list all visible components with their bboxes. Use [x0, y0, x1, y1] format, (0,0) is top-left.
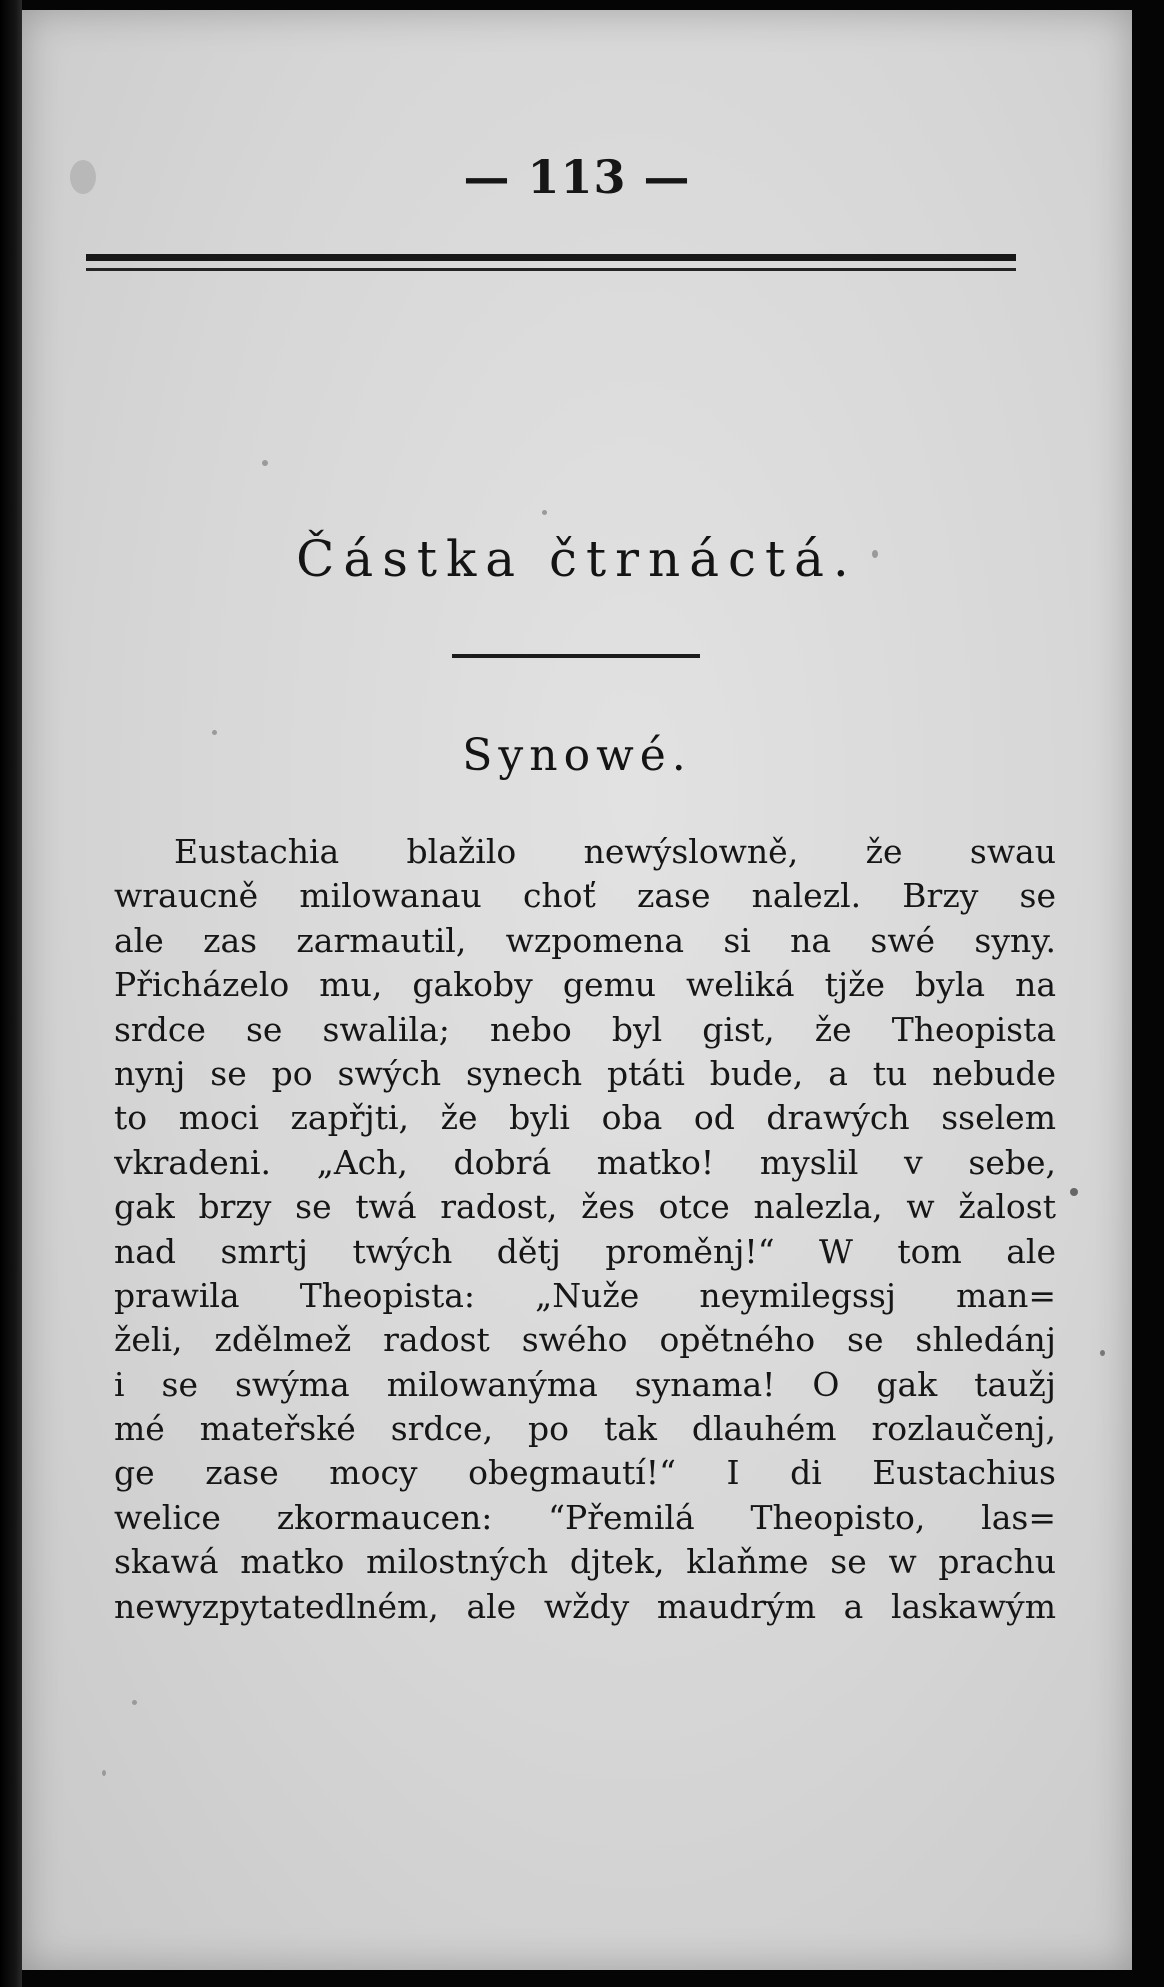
- paper-speck: [102, 1770, 106, 1776]
- text-line: gak brzy se twá radost, žes otce nalezla, w žalost: [114, 1187, 1056, 1227]
- section-title: Synowé.: [462, 730, 692, 781]
- text-line: ge zase mocy obegmautí!“ I di Eustachius: [114, 1453, 1056, 1493]
- text-line: srdce se swalila; nebo byl gist, že Theopista: [114, 1009, 1056, 1049]
- chapter-divider: [452, 654, 700, 658]
- text-line: mé mateřské srdce, po tak dlauhém rozlaučenj,: [114, 1409, 1056, 1449]
- header-rule-thick: [86, 254, 1016, 261]
- paper-speck: [1100, 1350, 1105, 1356]
- text-line: želi, zdělmež radost swého opětného se shledánj: [114, 1320, 1056, 1360]
- header-rule-thin: [86, 268, 1016, 271]
- paper-speck: [542, 510, 547, 515]
- text-line: to moci zapřjti, že byli oba od drawých sselem: [114, 1098, 1056, 1138]
- text-line: Eustachia blažilo newýslowně, že swau: [174, 832, 1056, 871]
- text-line: newyzpytatedlném, ale wždy maudrým a laskawým: [114, 1586, 1056, 1626]
- paper-speck: [262, 460, 268, 466]
- text-line: Přicházelo mu, gakoby gemu weliká tjže byla na: [114, 965, 1056, 1005]
- paper-speck: [872, 550, 878, 558]
- book-page: [22, 10, 1132, 1970]
- text-line: ale zas zarmautil, wzpomena si na swé syny.: [114, 920, 1056, 960]
- text-line: prawila Theopista: „Nuže neymilegssj man=: [114, 1275, 1056, 1315]
- paper-speck: [70, 160, 96, 194]
- text-line: wraucně milowanau choť zase nalezl. Brzy se: [114, 876, 1056, 916]
- text-line: skawá matko milostných djtek, klaňme se w prachu: [114, 1542, 1056, 1582]
- text-line: nynj se po swých synech ptáti bude, a tu nebude: [114, 1053, 1056, 1093]
- body-text: [114, 830, 1056, 1629]
- paper-speck: [132, 1700, 137, 1705]
- text-line: vkradeni. „Ach, dobrá matko! myslil v sebe,: [114, 1142, 1056, 1182]
- chapter-title: Částka čtrnáctá.: [296, 530, 858, 588]
- text-line: i se swýma milowanýma synama! O gak taužj: [114, 1364, 1056, 1404]
- text-line: nad smrtj twých dětj proměnj!“ W tom ale: [114, 1231, 1056, 1271]
- scan-left-edge: [0, 0, 22, 1987]
- paper-speck: [1070, 1188, 1078, 1196]
- page-number: — 113 —: [463, 150, 691, 204]
- paper-speck: [212, 730, 217, 735]
- text-line: welice zkormaucen: “Přemilá Theopisto, las=: [114, 1497, 1056, 1537]
